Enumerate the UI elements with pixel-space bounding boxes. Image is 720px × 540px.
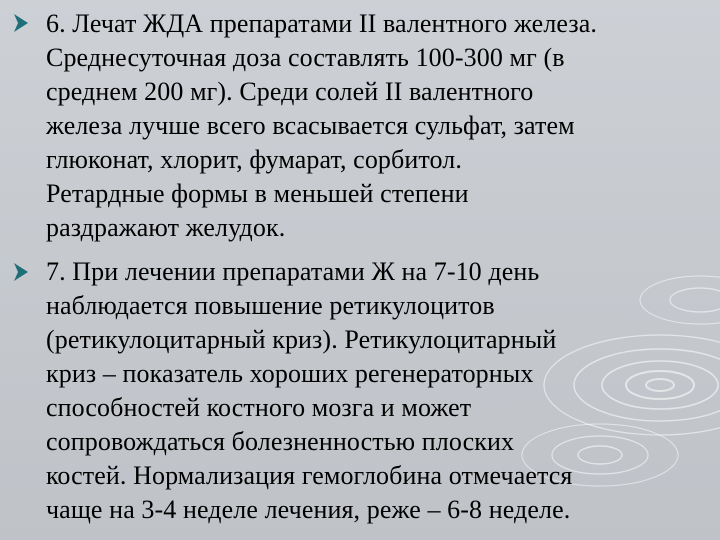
bullet-text-line: глюконат, хлорит, фумарат, сорбитол. bbox=[46, 145, 462, 174]
bullet-text-line: железа лучше всего всасывается сульфат, затем bbox=[46, 111, 575, 140]
bullet-text-line: Среднесуточная доза составлять 100-300 мг (в bbox=[46, 43, 565, 72]
bullet-text-line: 7. При лечении препаратами Ж на 7-10 день bbox=[46, 257, 540, 286]
bullet-text-line: 6. Лечат ЖДА препаратами II валентного железа. bbox=[46, 9, 597, 38]
bullet-text-line: (ретикулоцитарный криз). Ретикулоцитарный bbox=[46, 325, 557, 354]
bullet-text-line: Ретардные формы в меньшей степени bbox=[46, 179, 469, 208]
bullet-text-line: способностей костного мозга и может bbox=[46, 393, 472, 422]
bullet-text-line: раздражают желудок. bbox=[46, 213, 286, 242]
bullet-text-line: костей. Нормализация гемоглобина отмечается bbox=[46, 461, 573, 490]
bullet-text-line: криз – показатель хороших регенераторных bbox=[46, 359, 534, 388]
bullet-text-line: наблюдается повышение ретикулоцитов bbox=[46, 291, 495, 320]
bullet-text-line: сопровождаться болезненностью плоских bbox=[46, 427, 515, 456]
arrowhead-bullet-icon bbox=[12, 13, 30, 33]
bullet-text-line: среднем 200 мг). Среди солей II валентного bbox=[46, 77, 534, 106]
arrowhead-bullet-icon bbox=[12, 262, 30, 282]
bullet-text-line: чаще на 3-4 неделе лечения, реже – 6-8 неделе. bbox=[46, 495, 571, 524]
